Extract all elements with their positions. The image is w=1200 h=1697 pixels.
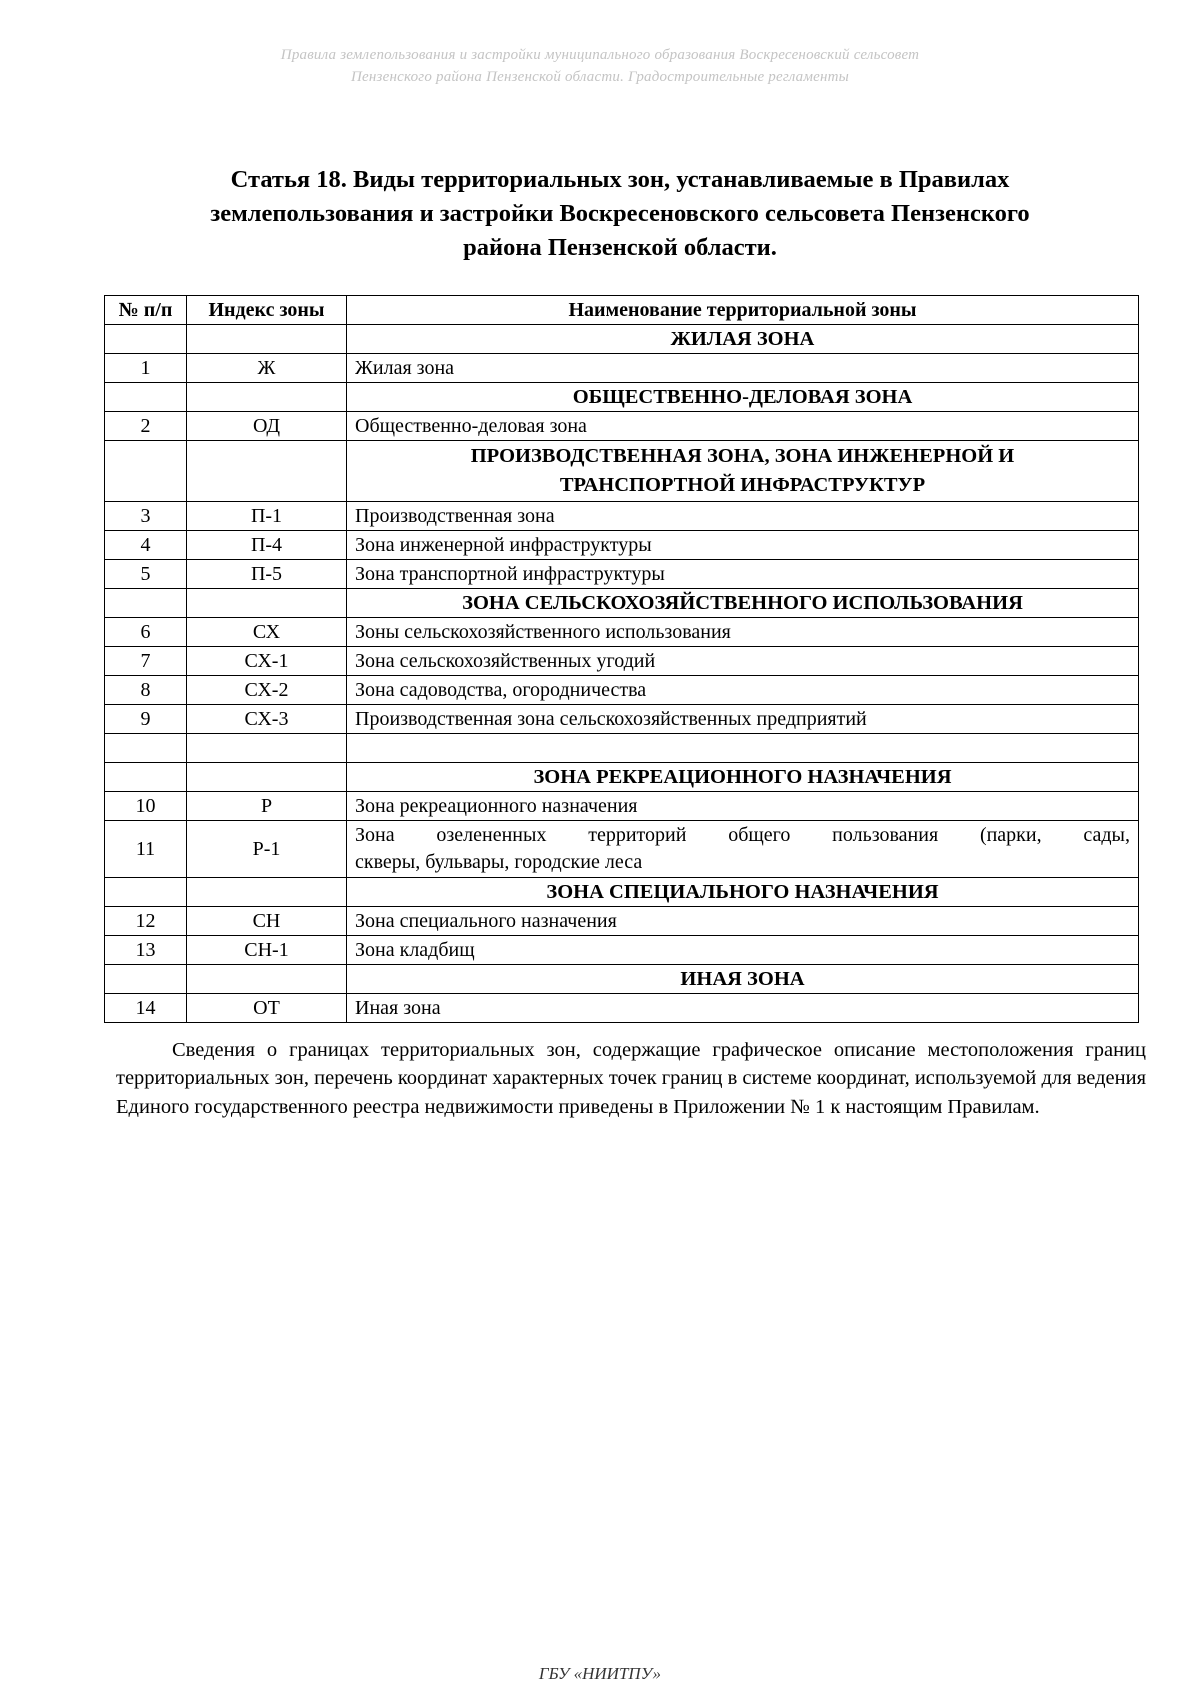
table-row (105, 647, 1139, 676)
empty-row (105, 734, 1139, 763)
zone-index: П-5 (187, 560, 347, 589)
table-row (105, 354, 1139, 383)
table-row (105, 531, 1139, 560)
column-header-index: Индекс зоны (187, 296, 347, 325)
section-title-public: ОБЩЕСТВЕННО-ДЕЛОВАЯ ЗОНА (347, 383, 1139, 412)
section-row (105, 325, 1139, 354)
section-title-industrial (347, 441, 1139, 502)
zone-index: П-4 (187, 531, 347, 560)
row-number: 11 (105, 821, 187, 878)
table-row (105, 618, 1139, 647)
zone-name: Зона инженерной инфраструктуры (347, 531, 1139, 560)
table-row (105, 412, 1139, 441)
running-footer: ГБУ «НИИТПУ» (538, 1664, 662, 1683)
zone-name: Зона садоводства, огородничества (347, 676, 1139, 705)
zone-index: СХ-2 (187, 676, 347, 705)
row-number: 4 (105, 531, 187, 560)
empty-cell (347, 734, 1139, 763)
zone-index: СН (187, 907, 347, 936)
row-number: 8 (105, 676, 187, 705)
empty-cell (187, 383, 347, 412)
row-number: 6 (105, 618, 187, 647)
zone-index: Р (187, 792, 347, 821)
section-title-residential: ЖИЛАЯ ЗОНА (347, 325, 1139, 354)
table-row (105, 502, 1139, 531)
section-title-line: ТРАНСПОРТНОЙ ИНФРАСТРУКТУР (559, 474, 926, 496)
row-number: 2 (105, 412, 187, 441)
row-number: 3 (105, 502, 187, 531)
row-number: 10 (105, 792, 187, 821)
zone-name: Зона рекреационного назначения (347, 792, 1139, 821)
column-header-number: № п/п (105, 296, 187, 325)
empty-cell (105, 325, 187, 354)
section-row (105, 441, 1139, 502)
zone-index: СН-1 (187, 936, 347, 965)
zone-name: Зона кладбищ (347, 936, 1139, 965)
article-title-line: района Пензенской области. (463, 234, 777, 261)
zone-name-line: скверы, бульвары, городские леса (355, 851, 643, 873)
closing-note: Сведения о границах территориальных зон, содержащие графическое описание местоположения границ территориальных зон, перечень координат характерных точек границ в системе координат, используемой для ведения Единого государственного реестра недвижимости приведены в Приложении № 1 к настоящим Правилам. (116, 1038, 1146, 1118)
running-header (0, 44, 1200, 88)
zone-name: Общественно-деловая зона (347, 412, 1139, 441)
empty-cell (187, 965, 347, 994)
zone-index: П-1 (187, 502, 347, 531)
table-row (105, 821, 1139, 878)
empty-cell (187, 763, 347, 792)
zone-name: Иная зона (347, 994, 1139, 1023)
empty-cell (187, 878, 347, 907)
zone-index: СХ-1 (187, 647, 347, 676)
empty-cell (187, 325, 347, 354)
zone-index: СХ-3 (187, 705, 347, 734)
section-title-line: ПРОИЗВОДСТВЕННАЯ ЗОНА, ЗОНА ИНЖЕНЕРНОЙ И (470, 445, 1015, 467)
row-number: 13 (105, 936, 187, 965)
section-row (105, 383, 1139, 412)
column-header-name: Наименование территориальной зоны (347, 296, 1139, 325)
empty-cell (105, 589, 187, 618)
table-header-row (105, 296, 1139, 325)
running-header-line: Пензенского района Пензенской области. Градостроительные регламенты (351, 69, 849, 85)
table-row (105, 994, 1139, 1023)
empty-cell (187, 589, 347, 618)
row-number: 14 (105, 994, 187, 1023)
zone-index: Ж (187, 354, 347, 383)
empty-cell (105, 734, 187, 763)
row-number: 1 (105, 354, 187, 383)
empty-cell (105, 878, 187, 907)
zone-name-line: Зона озелененных территорий общего пользования (парки, сады, (355, 824, 1130, 846)
zone-name: Зона специального назначения (347, 907, 1139, 936)
zone-name: Зона транспортной инфраструктуры (347, 560, 1139, 589)
empty-cell (105, 965, 187, 994)
empty-cell (187, 441, 347, 502)
empty-cell (105, 763, 187, 792)
table-row (105, 792, 1139, 821)
article-title-line: Статья 18. Виды территориальных зон, устанавливаемые в Правилах (230, 166, 1010, 193)
article-title (140, 163, 1100, 265)
empty-cell (105, 441, 187, 502)
table-row (105, 676, 1139, 705)
zone-name: Зона сельскохозяйственных угодий (347, 647, 1139, 676)
zone-name: Жилая зона (347, 354, 1139, 383)
article-title-line: землепользования и застройки Воскресеновского сельсовета Пензенского (210, 200, 1030, 227)
section-row (105, 878, 1139, 907)
zone-index: ОД (187, 412, 347, 441)
table-row (105, 936, 1139, 965)
zone-name: Зоны сельскохозяйственного использования (347, 618, 1139, 647)
table-row (105, 907, 1139, 936)
zone-index: СХ (187, 618, 347, 647)
running-header-line: Правила землепользования и застройки муниципального образования Воскресеновский сельсовет (280, 47, 920, 63)
empty-cell (105, 383, 187, 412)
row-number: 12 (105, 907, 187, 936)
section-row (105, 965, 1139, 994)
zone-name: Производственная зона (347, 502, 1139, 531)
zone-index: Р-1 (187, 821, 347, 878)
empty-cell (187, 734, 347, 763)
section-title-other: ИНАЯ ЗОНА (347, 965, 1139, 994)
section-title-recreation: ЗОНА РЕКРЕАЦИОННОГО НАЗНАЧЕНИЯ (347, 763, 1139, 792)
zone-name: Производственная зона сельскохозяйственных предприятий (347, 705, 1139, 734)
row-number: 5 (105, 560, 187, 589)
row-number: 7 (105, 647, 187, 676)
table-row (105, 705, 1139, 734)
section-title-agricultural: ЗОНА СЕЛЬСКОХОЗЯЙСТВЕННОГО ИСПОЛЬЗОВАНИЯ (347, 589, 1139, 618)
section-title-special: ЗОНА СПЕЦИАЛЬНОГО НАЗНАЧЕНИЯ (347, 878, 1139, 907)
zone-index: ОТ (187, 994, 347, 1023)
zone-name (347, 821, 1139, 878)
zones-table (104, 295, 1139, 1023)
section-row (105, 763, 1139, 792)
section-row (105, 589, 1139, 618)
table-row (105, 560, 1139, 589)
row-number: 9 (105, 705, 187, 734)
